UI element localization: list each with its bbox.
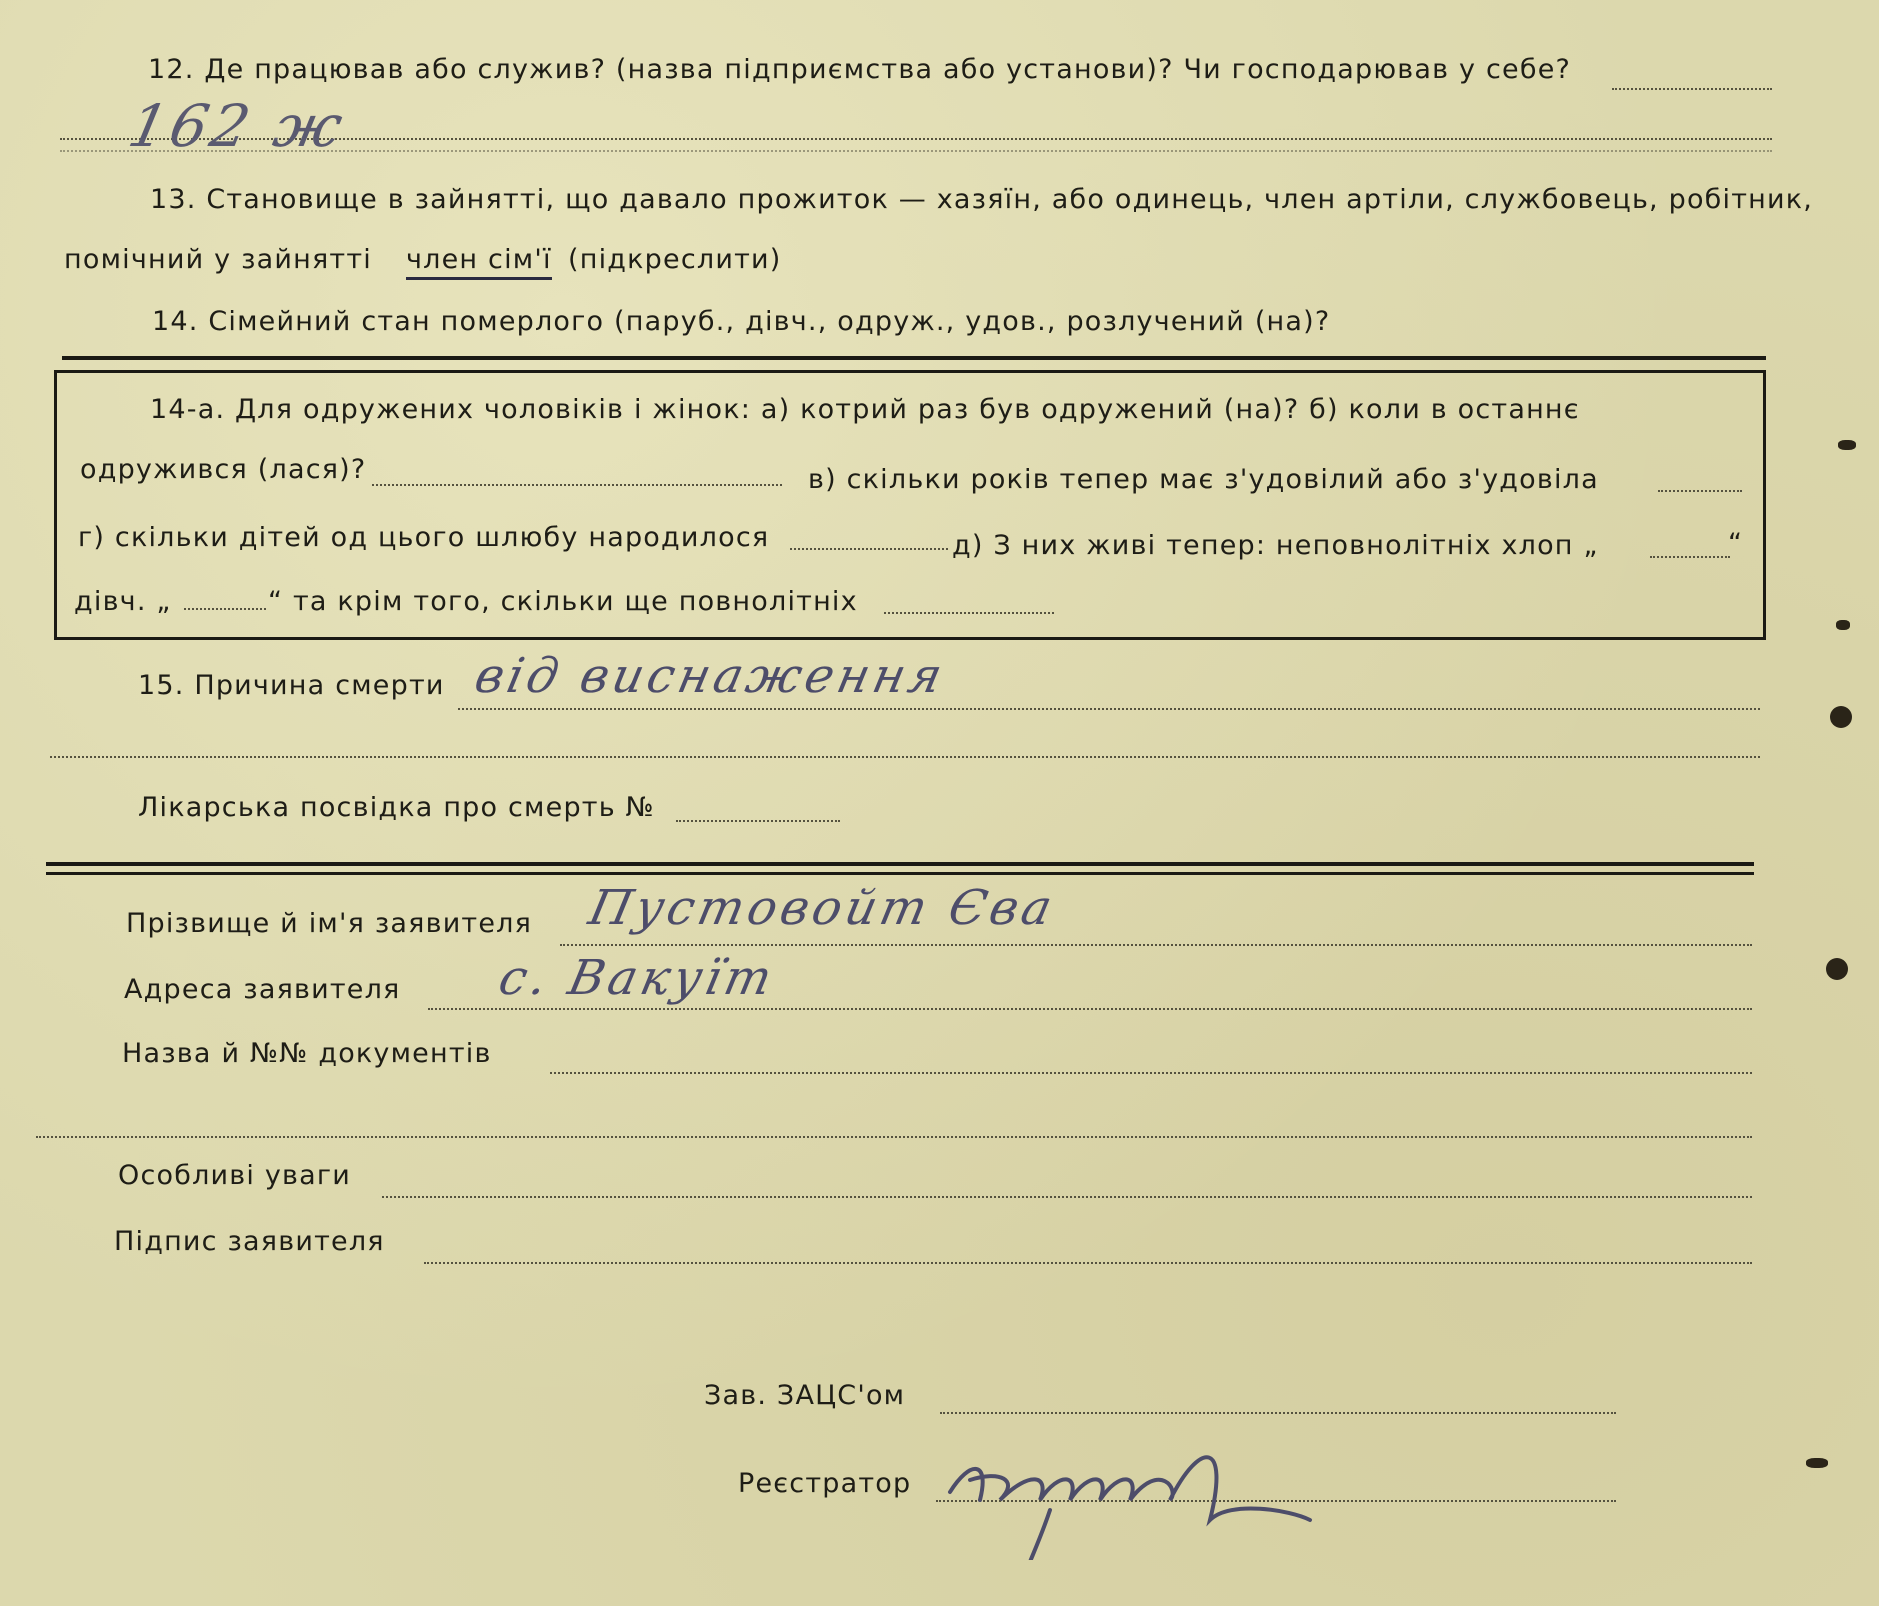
registrar-label: Реєстратор	[738, 1468, 912, 1499]
punch-hole	[1806, 1458, 1828, 1468]
q14a-minor-boys-field[interactable]	[1650, 556, 1730, 558]
punch-hole	[1830, 706, 1852, 728]
punch-hole	[1836, 620, 1850, 630]
applicant-address-handwritten: с. Вакуїт	[494, 950, 781, 1006]
q13-line1: 13. Становище в зайнятті, що давало прожиток — хазяїн, або одинець, член артіли, службовець, робітник,	[150, 184, 1814, 215]
applicant-name-handwritten: Пустовойт Єва	[584, 880, 1061, 936]
applicant-name-field[interactable]	[560, 944, 1752, 946]
documents-field[interactable]	[550, 1072, 1752, 1074]
q15-cause-field[interactable]	[458, 708, 1760, 710]
box-top-rule	[62, 356, 1766, 360]
q13-line2-pre: помічний у зайнятті	[64, 244, 372, 275]
medical-certificate-label: Лікарська посвідка про смерть №	[138, 792, 655, 823]
q14a-children-born-field[interactable]	[790, 548, 948, 550]
q14a-line4-a: дівч. „	[74, 586, 172, 617]
section-divider-rule-2	[46, 872, 1754, 875]
q14a-line3-a: г) скільки дітей од цього шлюбу народилося	[78, 522, 770, 553]
registry-head-label: Зав. ЗАЦС'ом	[704, 1380, 906, 1411]
applicant-name-label: Прізвище й ім'я заявителя	[126, 908, 533, 939]
punch-hole	[1838, 440, 1856, 450]
q14a-last-marriage-field[interactable]	[372, 484, 782, 486]
q12-answer-line[interactable]	[1612, 88, 1772, 90]
q14a-line1: 14-а. Для одружених чоловіків і жінок: а) котрий раз був одружений (на)? б) коли в останнє	[150, 394, 1580, 425]
section-divider-rule	[46, 862, 1754, 866]
documents-field-2[interactable]	[36, 1136, 1752, 1138]
q14a-line3-b: д) З них живі тепер: неповнолітніх хлоп „	[952, 530, 1599, 561]
punch-hole	[1826, 958, 1848, 980]
q14a-adults-field[interactable]	[884, 612, 1054, 614]
applicant-signature-label: Підпис заявителя	[114, 1226, 385, 1257]
documents-label: Назва й №№ документів	[122, 1038, 492, 1069]
q14-text: 14. Сімейний стан померлого (паруб., дівч., одруж., удов., розлучений (на)?	[152, 306, 1331, 337]
registrar-signature	[930, 1400, 1490, 1560]
medical-certificate-number-field[interactable]	[676, 820, 840, 822]
special-notes-field[interactable]	[382, 1196, 1752, 1198]
q13-line2-post: (підкреслити)	[568, 244, 782, 275]
applicant-signature-field[interactable]	[424, 1262, 1752, 1264]
q12-text: 12. Де працював або служив? (назва підприємства або установи)? Чи господарював у себе?	[148, 54, 1572, 85]
applicant-address-label: Адреса заявителя	[124, 974, 401, 1005]
q14a-line2-a: одружився (лася)?	[80, 454, 367, 485]
q14a-minor-girls-field[interactable]	[184, 608, 266, 610]
applicant-address-field[interactable]	[428, 1008, 1752, 1010]
q13-line2-underlined[interactable]: член сім'ї	[406, 244, 552, 280]
q14a-line2-b: в) скільки років тепер має з'удовілий або з'удовіла	[808, 464, 1599, 495]
q14a-line3-c: “	[1728, 528, 1744, 559]
q14a-line4-b: “ та крім того, скільки ще повнолітніх	[268, 586, 858, 617]
q15-handwritten-answer: від виснаження	[470, 648, 951, 704]
q12-handwritten-answer: 162 ж	[122, 92, 353, 160]
q15-label: 15. Причина смерти	[138, 670, 445, 701]
special-notes-label: Особливі уваги	[118, 1160, 352, 1191]
q15-cause-field-2[interactable]	[50, 756, 1760, 758]
q14a-widowed-years-field[interactable]	[1658, 490, 1742, 492]
